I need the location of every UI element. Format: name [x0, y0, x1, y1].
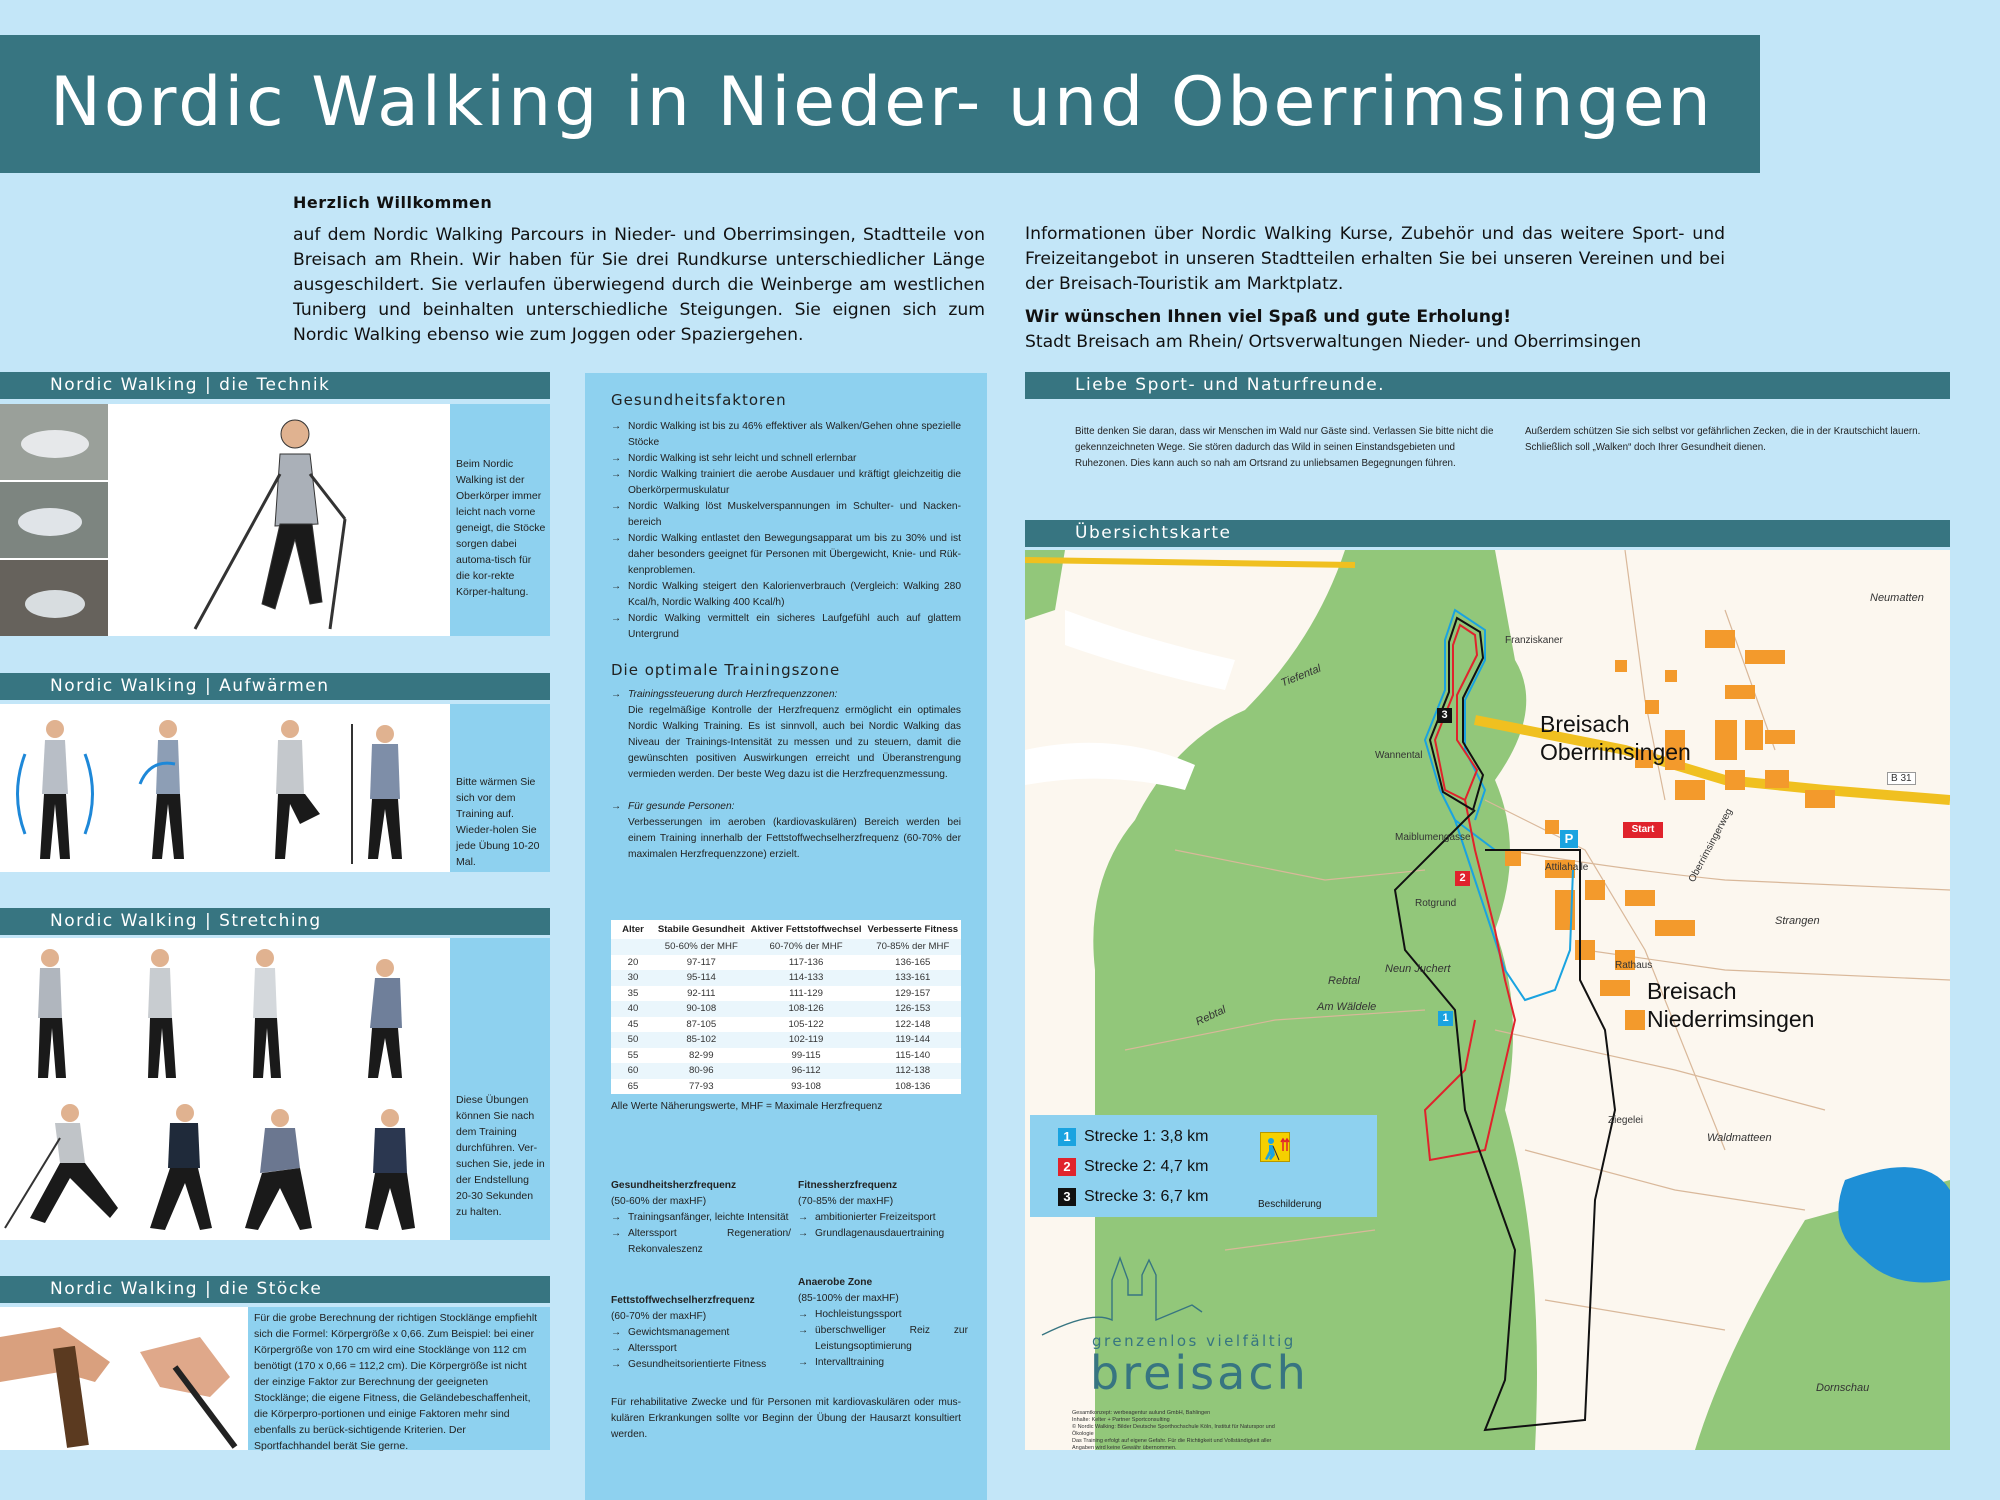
list-item: → Nordic Walking trainiert die aerobe Ausdauer und kräftigt gleichzeitig die Oberkörpermuskulatur	[611, 467, 961, 499]
map-label: Am Wäldele	[1317, 1001, 1377, 1013]
intro-wish: Wir wünschen Ihnen viel Spaß und gute Erholung!	[1025, 307, 1512, 327]
table-cell: 93-108	[791, 1080, 822, 1092]
page-title: Nordic Walking in Nieder- und Oberrimsingen	[50, 63, 1714, 142]
table-cell: 122-148	[895, 1018, 931, 1030]
stretching-photo-svg	[0, 938, 450, 1240]
town-name: Oberrimsingen	[1540, 739, 1691, 765]
map-label: Rathaus	[1615, 960, 1653, 971]
table-row	[611, 1017, 961, 1033]
zone-range: (85-100% der maxHF)	[798, 1293, 899, 1304]
intro-heading: Herzlich Willkommen	[293, 193, 493, 212]
town-name: Breisach	[1647, 978, 1737, 1004]
legend-label: Strecke 3: 6,7 km	[1084, 1188, 1209, 1206]
stoecke-header: Nordic Walking | die Stöcke	[0, 1276, 550, 1303]
zone-range: (60-70% der maxHF)	[611, 1311, 707, 1322]
list-item: → Nordic Walking vermittelt ein sicheres Laufgefühl auch auf glattem Untergrund	[611, 611, 961, 643]
intro-left	[293, 190, 985, 348]
stretching-photos	[0, 938, 450, 1240]
intro-info: Informationen über Nordic Walking Kurse, Zubehör und das weitere Sport- und Freizeitangebot in unseren Stadtteilen erhalten Sie bei unseren Vereinen und bei der Breisach-Touristik am Marktplatz.	[1025, 224, 1725, 294]
town-oberrimsingen	[1540, 710, 1691, 766]
zone-card	[611, 1293, 791, 1373]
stoecke-photo-svg	[0, 1307, 248, 1450]
legend-row-2	[1058, 1158, 1209, 1176]
strecke2-icon: 2	[1058, 1158, 1076, 1176]
table-cell: 129-157	[895, 987, 931, 999]
zone-title: Fettstoffwechselherzfrequenz	[611, 1295, 755, 1306]
table-cell: 20	[627, 956, 639, 968]
breisach-logo	[1022, 1250, 1382, 1450]
zone-item: → Intervalltraining	[798, 1355, 968, 1371]
table-cell: 133-161	[865, 970, 961, 986]
signage-icon	[1260, 1132, 1290, 1162]
table-cell: 102-119	[748, 1032, 865, 1048]
liebe-text1: Bitte denken Sie daran, dass wir Menschen im Wald nur Gäste sind. Verlassen Sie bitte nicht die gekennzeichneten Wege. Sie stören dadurch das Wild in seinen Einstandsgebieten und Ruhezonen. Dies kann auch so nah am Ortsrand zu unliebsamen Begegnungen führen.	[1075, 426, 1494, 469]
zone-sub2: → Für gesunde Personen:	[611, 799, 961, 815]
table-cell: 95-114	[655, 970, 748, 986]
map-label: Oberrimsingerweg	[1686, 806, 1735, 885]
table-cell: 117-136	[788, 956, 824, 968]
table-subheader	[611, 939, 655, 955]
zone-title: Gesundheitsherzfrequenz	[611, 1180, 737, 1191]
map-label: Waldmatteen	[1707, 1132, 1772, 1144]
zone-item: → ambitionierter Freizeitsport	[798, 1210, 968, 1226]
stoecke-photos	[0, 1307, 248, 1450]
aufwaermen-text: Bitte wärmen Sie sich vor dem Training auf. Wieder-holen Sie jede Übung 10-20 Mal.	[450, 704, 550, 872]
map-legend	[1030, 1115, 1377, 1217]
zone-text2: Verbesserungen im aeroben (kardiovaskulären) Bereich werden bei einem Training innerhalb der Fettstoffwechselherzfrequenz (60-70% der maximalen Herzfrequenzzone) erzielt.	[628, 817, 961, 860]
legend-row-3	[1058, 1188, 1209, 1206]
list-item: → Nordic Walking ist sehr leicht und schnell erlernbar	[611, 451, 961, 467]
table-row	[611, 1079, 961, 1095]
zone-item: → Grundlagenausdauertraining	[798, 1226, 968, 1242]
gesundheit-heading: Gesundheitsfaktoren	[611, 391, 787, 409]
zone-item: → Alterssport	[611, 1341, 791, 1357]
table-row	[611, 1001, 961, 1017]
zone-title: Fitnessherzfrequenz	[798, 1180, 898, 1191]
table-row	[611, 986, 961, 1002]
zone-card	[611, 1178, 791, 1258]
table-row	[611, 1032, 961, 1048]
start-marker: Start	[1623, 822, 1663, 838]
table-cell: 114-133	[748, 970, 865, 986]
strecke3-icon: 3	[1058, 1188, 1076, 1206]
zone-item: → Gesundheitsorientierte Fitness	[611, 1357, 791, 1373]
zone-range: (70-85% der maxHF)	[798, 1196, 894, 1207]
map-label: Rebtal	[1328, 975, 1360, 987]
zone-list	[611, 687, 961, 703]
map-label: Neun Juchert	[1385, 963, 1451, 975]
gesundheit-list	[611, 419, 961, 643]
track-tag-1: 1	[1438, 1011, 1453, 1026]
map-label: Franziskaner	[1505, 635, 1563, 646]
table-cell: 108-126	[748, 1001, 865, 1017]
table-cell: 111-129	[789, 987, 823, 999]
table-header: Alter	[622, 924, 644, 935]
table-cell: 99-115	[791, 1049, 821, 1061]
signage-label: Beschilderung	[1258, 1199, 1322, 1210]
map-label: Ziegelei	[1608, 1115, 1644, 1126]
table-row	[611, 1063, 961, 1079]
table-header: Stabile Gesundheit	[657, 924, 745, 935]
table-cell: 108-136	[895, 1080, 931, 1092]
table-header: Aktiver Fettstoffwechsel	[750, 924, 862, 935]
aufwaermen-header: Nordic Walking | Aufwärmen	[0, 673, 550, 700]
strecke1-icon: 1	[1058, 1128, 1076, 1146]
intro-sign: Stadt Breisach am Rhein/ Ortsverwaltungen Nieder- und Oberrimsingen	[1025, 332, 1642, 352]
table-cell: 30	[611, 970, 655, 986]
list-item: → Nordic Walking löst Muskelverspannungen im Schulter- und Nacken-bereich	[611, 499, 961, 531]
table-cell: 97-117	[686, 956, 716, 968]
technik-photos	[0, 404, 450, 636]
table-cell: 35	[627, 987, 639, 999]
zone-range: (50-60% der maxHF)	[611, 1196, 707, 1207]
table-cell: 45	[627, 1018, 639, 1030]
table-header: Verbesserte Fitness	[867, 924, 959, 935]
table-cell: 96-112	[748, 1063, 865, 1079]
road-badge: B 31	[1887, 772, 1916, 785]
table-subheader: 50-60% der MHF	[655, 939, 748, 955]
brand-name: breisach	[1090, 1346, 1309, 1400]
hr-table-wrap	[611, 920, 961, 1115]
hr-table-body	[611, 955, 961, 1095]
brand-credits: Gesamtkonzept: werbeagentur aulund GmbH, Bahlingen Inhalte: Kelter + Partner Sportconsulting © Nordic Walking: Bilder Deutsche Sporthochschule Köln, Institut für Naturspor und Ökologie Das Training erfolgt auf eigene Gefahr. Für die Richtigkeit und Vollständigkeit aller Angaben wird keine Gewähr übernommen.	[1072, 1410, 1275, 1451]
zone-card	[798, 1178, 968, 1242]
map-label: Maiblumengasse	[1395, 832, 1471, 843]
table-cell: 80-96	[655, 1063, 748, 1079]
table-cell: 90-108	[655, 1001, 748, 1017]
town-name: Breisach	[1540, 711, 1630, 737]
table-row	[611, 970, 961, 986]
table-note: Alle Werte Näherungswerte, MHF = Maximale Herzfrequenz	[611, 1101, 883, 1112]
rehab-note: Für rehabilitative Zwecke und für Personen mit kardiovaskulären oder mus-kulären Erkrankungen sollte vor Beginn der Übung der Hausarzt konsultiert werden.	[611, 1397, 961, 1440]
map-header: Übersichtskarte	[1025, 520, 1950, 547]
zones-grid	[611, 1178, 968, 1393]
map-label: Dornschau	[1816, 1382, 1870, 1394]
table-cell: 136-165	[895, 956, 931, 968]
zone-text1: Die regelmäßige Kontrolle der Herzfrequenz ermöglicht ein optimales Nordic Walking Training. Es ist sinnvoll, auch bei Nordic Walking das Niveau der Trainings-Intensität zu messen und zu steuern, damit die gewünschten positiven Auswirkungen erreicht und Überanstrengung vermieden werden. Der beste Weg dazu ist die Herzfrequenzmessung.	[628, 705, 961, 780]
table-cell: 85-102	[655, 1032, 748, 1048]
map-label: Rotgrund	[1415, 898, 1457, 909]
zone-item: → Hochleistungssport	[798, 1307, 968, 1323]
legend-label: Strecke 1: 3,8 km	[1084, 1128, 1209, 1146]
map-label: Wannental	[1375, 750, 1423, 761]
map-label: Neumatten	[1870, 592, 1924, 604]
table-cell: 60	[611, 1063, 655, 1079]
table-subheader: 60-70% der MHF	[748, 939, 865, 955]
map-label: Strangen	[1775, 915, 1820, 927]
town-niederrimsingen	[1647, 977, 1814, 1033]
zone-item: → Trainingsanfänger, leichte Intensität	[611, 1210, 791, 1226]
aufwaermen-photo-svg	[0, 704, 450, 872]
zone-list-2	[611, 799, 961, 815]
table-cell: 115-140	[895, 1049, 931, 1061]
zone-item: → Alterssport Regeneration/ Rekonvaleszenz	[611, 1226, 791, 1258]
parking-icon: P	[1560, 830, 1578, 848]
intro-text: auf dem Nordic Walking Parcours in Nieder- und Oberrimsingen, Stadtteile von Breisach am Rhein. Wir haben für Sie drei Rundkurse unterschiedlicher Länge ausgeschildert. Sie verlaufen überwiegend durch die Weinberge am westlichen Tuniberg und beinhalten unterschiedliche Steigungen. Sie eignen sich zum Nordic Walking ebenso wie zum Joggen oder Spaziergehen.	[293, 225, 985, 345]
table-cell: 126-153	[865, 1001, 961, 1017]
stretching-text: Diese Übungen können Sie nach dem Training durchführen. Ver-suchen Sie, jede in der Endstellung 20-30 Sekunden zu halten.	[450, 938, 550, 1240]
table-cell: 50	[611, 1032, 655, 1048]
track-tag-2: 2	[1455, 871, 1470, 886]
zone-item: → Gewichtsmanagement	[611, 1325, 791, 1341]
table-cell: 40	[611, 1001, 655, 1017]
brand-tagline: grenzenlos vielfältig	[1092, 1332, 1296, 1350]
technik-header: Nordic Walking | die Technik	[0, 372, 550, 399]
aufwaermen-photos	[0, 704, 450, 872]
legend-row-1	[1058, 1128, 1209, 1146]
table-cell: 55	[627, 1049, 639, 1061]
table-cell: 87-105	[686, 1018, 717, 1030]
list-item: → Nordic Walking ist bis zu 46% effektiver als Walken/Gehen ohne spezielle Stöcke	[611, 419, 961, 451]
liebe-header: Liebe Sport- und Naturfreunde.	[1025, 372, 1950, 399]
liebe-text2: Außerdem schützen Sie sich selbst vor gefährlichen Zecken, die in der Krautschicht lauern. Schließlich soll „Walken“ doch Ihrer Gesundheit dienen.	[1525, 426, 1921, 453]
table-cell: 119-144	[865, 1032, 961, 1048]
cathedral-icon	[1032, 1250, 1232, 1340]
zone-title: Anaerobe Zone	[798, 1277, 873, 1288]
table-cell: 105-122	[788, 1018, 824, 1030]
zone-item: → überschwelliger Reiz zur Leistungsoptimierung	[798, 1323, 968, 1355]
table-cell: 92-111	[687, 987, 716, 999]
track-tag-3: 3	[1437, 708, 1452, 723]
town-name: Niederrimsingen	[1647, 1006, 1815, 1032]
intro-right	[1025, 222, 1725, 355]
table-cell: 65	[627, 1080, 639, 1092]
map-label: Tiefental	[1279, 662, 1323, 690]
table-row	[611, 955, 961, 971]
map-label: Attilahalle	[1545, 862, 1589, 873]
technik-text: Beim Nordic Walking ist der Oberkörper immer leicht nach vorne geneigt, die Stöcke sorgen dabei automa-tisch für die kor-rekte Körper-haltung.	[450, 404, 550, 636]
table-cell: 82-99	[689, 1049, 714, 1061]
list-item: → Nordic Walking steigert den Kalorienverbrauch (Vergleich: Walking 280 Kcal/h, Nordic Walking 400 Kcal/h)	[611, 579, 961, 611]
middle-column	[585, 373, 987, 1500]
zone-card	[798, 1275, 968, 1371]
table-row	[611, 1048, 961, 1064]
title-banner	[0, 35, 1760, 173]
list-item: → Nordic Walking entlastet den Bewegungsapparat um bis zu 30% und ist daher besonders geeignet für Personen mit Übergewicht, Knie- und Rük-kenproblemen.	[611, 531, 961, 579]
table-cell: 77-93	[689, 1080, 714, 1092]
stretching-header: Nordic Walking | Stretching	[0, 908, 550, 935]
hr-table	[611, 920, 961, 1094]
table-cell: 112-138	[865, 1063, 961, 1079]
zone-heading: Die optimale Trainingszone	[611, 661, 841, 679]
table-subheader: 70-85% der MHF	[865, 939, 961, 955]
legend-label: Strecke 2: 4,7 km	[1084, 1158, 1209, 1176]
map-label: Rebtal	[1193, 1003, 1228, 1029]
stoecke-text: Für die grobe Berechnung der richtigen Stocklänge empfiehlt sich die Formel: Körpergröße x 0,66. Zum Beispiel: bei einer Körpergröße von 170 cm wird eine Stocklänge von 112 cm benötigt (170 x 0,66 = 112,2 cm). Die Körpergröße ist nicht der einzige Faktor zur Berechnung der geeigneten Stocklänge; die eigene Fitness, die Geländebeschaffenheit, die Körperpro-portionen und einige Faktoren mehr sind ebenfalls zu berück-sichtigende Kriterien. Der Sportfachhandel berät Sie gerne.	[248, 1307, 550, 1450]
technik-photo-svg	[0, 404, 450, 636]
zone-sub1: → Trainingssteuerung durch Herzfrequenzzonen:	[611, 687, 961, 703]
